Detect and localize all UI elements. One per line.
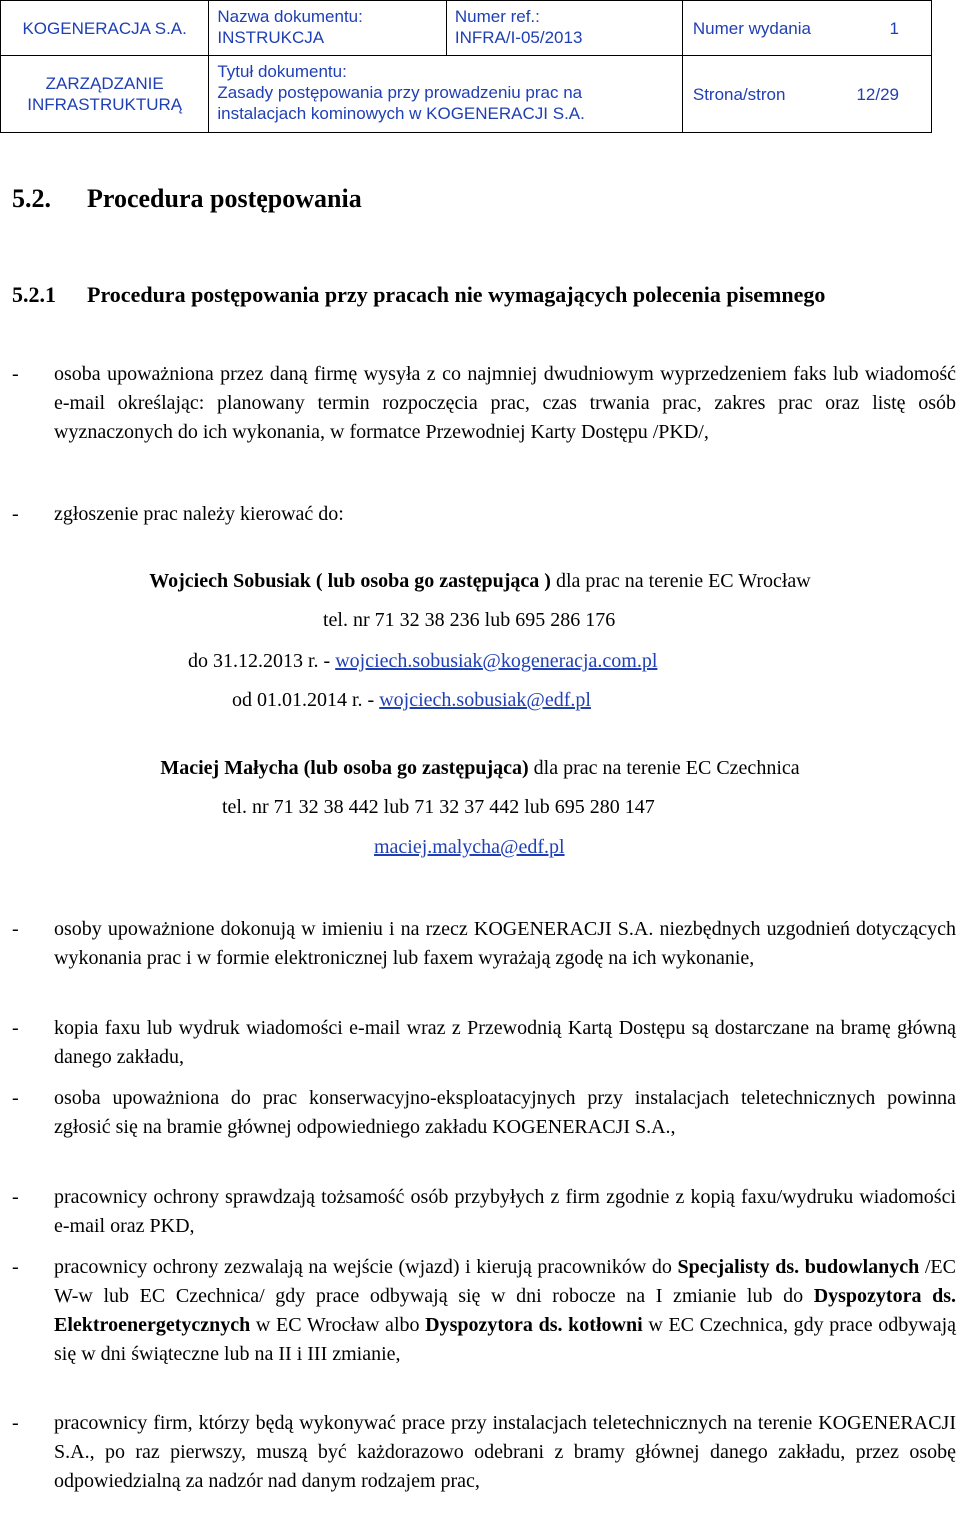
title-line2: instalacjach kominowych w KOGENERACJI S.A. [217, 104, 585, 124]
subsection-number: 5.2.1 [12, 282, 56, 307]
bullet-text-part: w EC Wrocław albo [250, 1314, 426, 1336]
list-item [12, 1084, 956, 1142]
list-item [12, 1253, 956, 1369]
header-title-cell [209, 56, 683, 133]
list-item [12, 500, 956, 529]
ref-value: INFRA/I-05/2013 [454, 28, 583, 47]
dept-line1: ZARZĄDZANIE [45, 74, 164, 94]
bullet-dash: - [12, 1017, 19, 1039]
title-line1: Zasady postępowania przy prowadzeniu prac na [217, 83, 583, 103]
role-dispatcher-electro: Dyspozytora ds. Elektroenergetycznych [54, 1285, 956, 1336]
bullet-dash: - [12, 918, 19, 940]
list-item [12, 1409, 956, 1496]
contact2-email-link[interactable]: maciej.malycha@edf.pl [374, 836, 565, 858]
contact2-line [0, 754, 960, 783]
list-item [12, 915, 956, 973]
company-name: KOGENERACJA S.A. [22, 18, 187, 38]
subsection-title: Procedura postępowania przy pracach nie wymagających polecenia pisemnego [87, 282, 826, 307]
ref-label: Numer ref.: [454, 7, 540, 26]
contact1-line [0, 567, 960, 596]
header-page-cell [682, 56, 931, 133]
bullet-text: pracownicy ochrony sprawdzają tożsamość osób przybyłych z firm zgodnie z kopią faxu/wydruku wiadomości e-mail oraz PKD, [54, 1186, 956, 1237]
header-company-cell [1, 1, 209, 56]
section-number: 5.2. [12, 184, 51, 213]
header-ref-cell [446, 1, 682, 56]
bullet-text-part: pracownicy ochrony zezwalają na wejście (wjazd) i kierują pracowników do [54, 1256, 678, 1278]
bullet-dash: - [12, 1412, 19, 1434]
edition-label: Numer wydania [692, 18, 811, 38]
bullet-dash: - [12, 503, 19, 525]
bullet-dash: - [12, 1087, 19, 1109]
bullet-text: pracownicy firm, którzy będą wykonywać prace przy instalacjach teletechnicznych na terenie KOGENERACJI S.A., po raz pierwszy, muszą być każdorazowo odebrani z bramy głównej danego zakładu, przez osobę odpowiedzialną za nadzór nad danym rodzajem prac, [54, 1412, 956, 1492]
header-dept-cell [1, 56, 209, 133]
contact1-area: dla prac na terenie EC Wrocław [550, 570, 811, 592]
doc-name: INSTRUKCJA [217, 28, 325, 47]
bullet-dash: - [12, 1256, 19, 1278]
bullet-text-part: /EC W-w lub EC Czechnica/ gdy prace odbywają się w dni robocze na I zmianie lub do [54, 1256, 956, 1307]
contact1-email-line2 [232, 686, 591, 715]
list-item [12, 1014, 956, 1072]
list-item [12, 1183, 956, 1241]
role-dispatcher-boiler: Dyspozytora ds. kotłowni [425, 1314, 643, 1336]
dept-line2: INFRASTRUKTURĄ [27, 95, 183, 115]
contact2-email-line [374, 833, 565, 862]
list-item [12, 360, 956, 447]
contact2-name: Maciej Małycha (lub osoba go zastępująca) [160, 757, 529, 779]
contact1-name: Wojciech Sobusiak ( lub osoba go zastępująca ) [149, 570, 551, 592]
contact1-email1-link[interactable]: wojciech.sobusiak@kogeneracja.com.pl [335, 650, 658, 672]
contact1-date2: od 01.01.2014 r. - [232, 689, 380, 711]
contact1-email-line1 [188, 647, 657, 676]
header-docname-cell [209, 1, 447, 56]
subsection-heading [12, 280, 825, 309]
contact1-tel: tel. nr 71 32 38 236 lub 695 286 176 [323, 609, 616, 631]
header-edition-cell [682, 1, 931, 56]
bullet-text-part: w EC Czechnica, gdy prace odbywają się w dni świąteczne lub na II i III zmianie, [54, 1314, 957, 1365]
doc-name-label: Nazwa dokumentu: [217, 7, 363, 26]
bullet-text: osoby upoważnione dokonują w imieniu i na rzecz KOGENERACJI S.A. niezbędnych uzgodnień dotyczących wykonania prac i w formie elektronicznej lub faxem wyrażają zgodę na ich wykonanie, [54, 918, 956, 969]
bullet-text [54, 1253, 956, 1369]
bullet-dash: - [12, 363, 19, 385]
contact2-area: dla prac na terenie EC Czechnica [528, 757, 800, 779]
contact2-tel: tel. nr 71 32 38 442 lub 71 32 37 442 lub 695 280 147 [222, 796, 655, 818]
bullet-dash: - [12, 1186, 19, 1208]
page-label: Strona/stron [692, 84, 786, 104]
section-heading [12, 184, 362, 213]
bullet-text: zgłoszenie prac należy kierować do: [54, 503, 344, 525]
bullet-text: osoba upoważniona przez daną firmę wysyła z co najmniej dwudniowym wyprzedzeniem faks lub wiadomość e-mail określając: planowany termin rozpoczęcia prac, czas trwania prac, zakres prac oraz listę osób wyznaczonych do ich wykonania, w formatce Przewodniej Karty Dostępu /PKD/, [54, 363, 956, 443]
role-specialist: Specjalisty ds. budowlanych [677, 1256, 920, 1278]
title-label: Tytuł dokumentu: [217, 62, 347, 82]
contact1-email2-link[interactable]: wojciech.sobusiak@edf.pl [379, 689, 591, 711]
edition-value: 1 [889, 18, 899, 38]
bullet-text: kopia faxu lub wydruk wiadomości e-mail wraz z Przewodnią Kartą Dostępu są dostarczane na bramę główną danego zakładu, [54, 1017, 956, 1068]
document-header [0, 0, 932, 133]
bullet-text: osoba upoważniona do prac konserwacyjno-eksploatacyjnych przy instalacjach teletechnicznych powinna zgłosić się na bramie głównej odpowiedniego zakładu KOGENERACJI S.A., [54, 1087, 956, 1138]
page-value: 12/29 [856, 84, 899, 104]
section-title: Procedura postępowania [87, 184, 362, 213]
contact1-date1: do 31.12.2013 r. - [188, 650, 336, 672]
